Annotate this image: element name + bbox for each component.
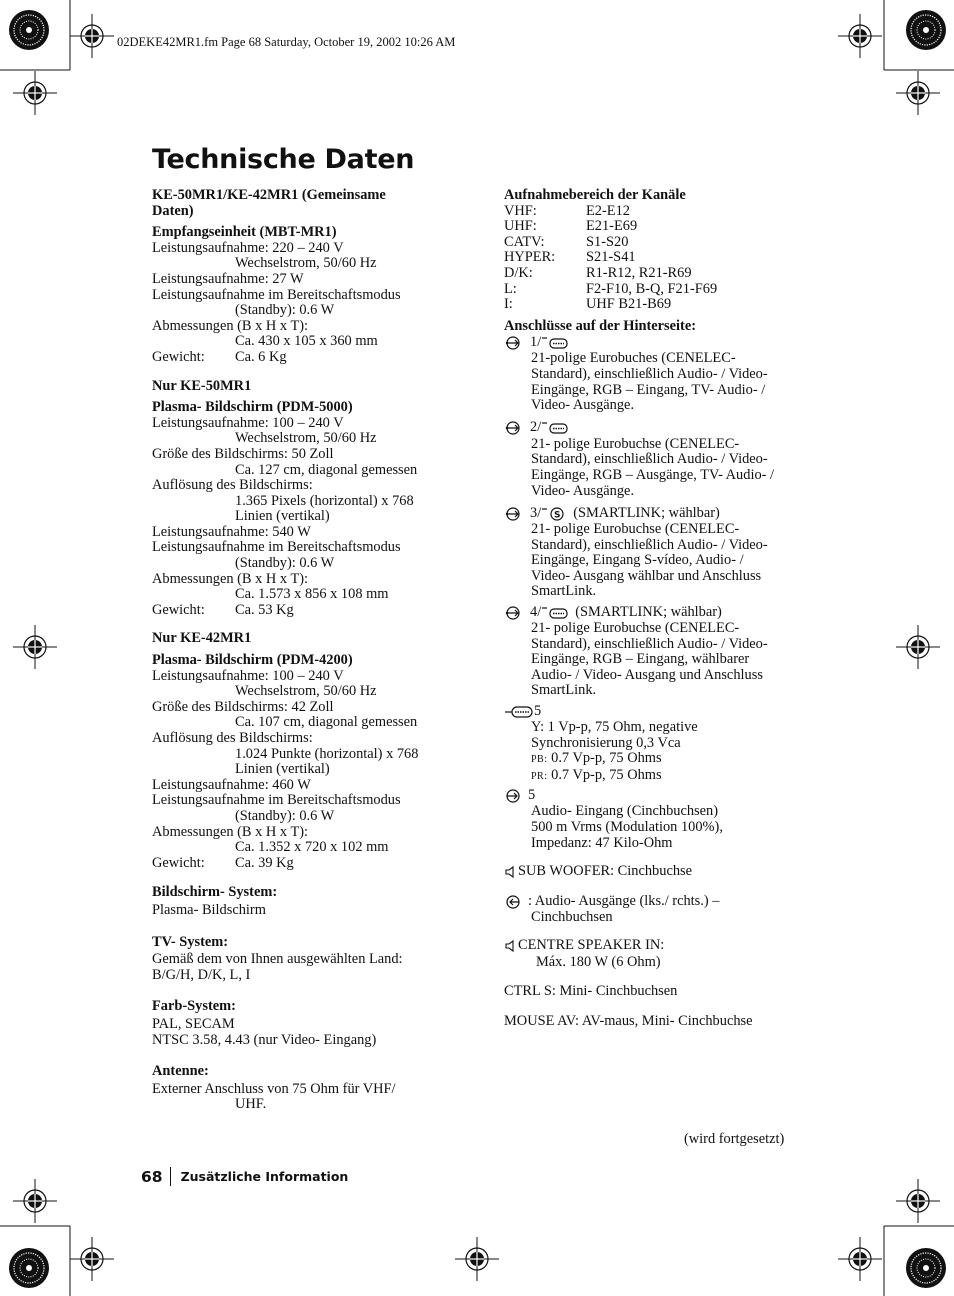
left-column — [152, 188, 452, 1113]
connector-1-label: 1/ — [504, 334, 814, 351]
footer-divider — [170, 1167, 171, 1186]
color-system-heading: Farb-System: — [152, 998, 236, 1015]
connector-5-label: 5 — [504, 703, 814, 720]
svg-text:S: S — [554, 510, 561, 521]
audio-input-icon — [504, 789, 528, 803]
rear-connectors-heading: Anschlüsse auf der Hinterseite: — [504, 317, 696, 334]
connector-2-desc: 21- polige Eurobuchse (CENELEC- Standard), einschließlich Audio- / Video- Eingänge, RGB – Ausgänge, TV- Audio- / Video- Ausgänge. — [531, 435, 775, 499]
ke50-specs: Leistungsaufnahme: 100 – 240 V Wechselstrom, 50/60 Hz Größe des Bildschirms: 50 Zoll Ca. 127 cm, diagonal gemessen Auflösung des Bildschirms: 1.365 Pixels (horizontal) x 768 Linien (vertikal) Leistungsaufnahme: 540 W Leistungsaufnahme im Bereitschaftsmodus (Standby): 0.6 W Abmessungen (B x H x T): Ca. 1.573 x 856 x 108 mm Gewicht: Ca. 53 Kg — [152, 416, 452, 619]
corner-target-bottom-left — [9, 1248, 49, 1288]
audio-out-cont: Cinchbuchsen — [531, 909, 613, 926]
speaker-icon — [504, 939, 518, 953]
tv-system-heading: TV- System: — [152, 933, 229, 950]
channel-row: UHF: E21-E69 — [504, 218, 638, 235]
antenna-value: Externer Anschluss von 75 Ohm für VHF/ UHF. — [152, 1080, 396, 1113]
connector-3-desc: 21- polige Eurobuchse (CENELEC- Standard), einschließlich Audio- / Video- Eingänge, Eingang S-vídeo, Audio- / Video- Ausgang wählbar und Anschluss SmartLink. — [531, 521, 768, 600]
centre-speaker-value: Máx. 180 W (6 Ohm) — [536, 953, 661, 970]
file-header-line: 02DEKE42MR1.fm Page 68 Saturday, October 19, 2002 10:26 AM — [117, 35, 456, 49]
page-title: Technische Daten — [152, 144, 415, 175]
channels-heading: Aufnahmebereich der Kanäle — [504, 187, 686, 203]
connector-4-desc: 21- polige Eurobuchse (CENELEC- Standard), einschließlich Audio- / Video- Eingänge, RGB – Eingang, wählbarer Audio- / Video- Ausgang und Anschluss SmartLink. — [531, 620, 768, 699]
channel-row: HYPER: S21-S41 — [504, 249, 636, 266]
speaker-icon — [504, 865, 518, 879]
screen-system-value: Plasma- Bildschirm — [152, 901, 266, 918]
audio-in-5-label: 5 — [504, 787, 814, 804]
scart-icon — [541, 606, 569, 620]
scart-icon — [541, 421, 569, 435]
component-input-icon — [504, 705, 534, 719]
receiver-specs: Leistungsaufnahme: 220 – 240 V Wechselstrom, 50/60 Hz Leistungsaufnahme: 27 W Leistungsaufnahme im Bereitschaftsmodus (Standby): 0.6 W Abmessungen (B x H x T): Ca. 430 x 105 x 360 mm Gewicht: Ca. 6 Kg — [152, 241, 452, 366]
ke42-specs: Leistungsaufnahme: 100 – 240 V Wechselstrom, 50/60 Hz Größe des Bildschirms: 42 Zoll Ca. 107 cm, diagonal gemessen Auflösung des Bildschirms: 1.024 Punkte (horizontal) x 768 Linien (vertikal) Leistungsaufnahme: 460 W Leistungsaufnahme im Bereitschaftsmodus (Standby): 0.6 W Abmessungen (B x H x T): Ca. 1.352 x 720 x 102 mm Gewicht: Ca. 39 Kg — [152, 669, 452, 872]
connector-2-label: 2/ — [504, 420, 814, 437]
ke50-weight: Gewicht: Ca. 53 Kg — [152, 601, 294, 618]
ke42-weight: Gewicht: Ca. 39 Kg — [152, 854, 294, 871]
input-output-icon — [504, 606, 530, 620]
color-system-value: PAL, SECAM NTSC 3.58, 4.43 (nur Video- Eingang) — [152, 1015, 377, 1048]
corner-target-top-right — [906, 10, 946, 50]
tv-system-value: Gemäß dem von Ihnen ausgewählten Land: B/G/H, D/K, L, I — [152, 951, 403, 983]
input-output-icon — [504, 507, 530, 521]
input-output-icon — [504, 421, 530, 435]
section-name: Zusätzliche Information — [180, 1169, 349, 1184]
continued-note: (wird fortgesetzt) — [684, 1131, 785, 1147]
centre-speaker-line: CENTRE SPEAKER IN: — [504, 938, 814, 955]
receiver-heading: Empfangseinheit (MBT-MR1) — [152, 224, 337, 241]
ctrl-s-line: CTRL S: Mini- Cinchbuchsen — [504, 983, 678, 1000]
receiver-weight: Gewicht: Ca. 6 Kg — [152, 348, 287, 365]
page-footer — [141, 1167, 348, 1186]
connector-3-label: 3/ S (SMARTLINK; wählbar) — [504, 505, 814, 522]
common-heading: KE-50MR1/KE-42MR1 (Gemeinsame Daten) — [152, 187, 386, 219]
page-number: 68 — [141, 1167, 163, 1186]
connector-4-label: 4/ (SMARTLINK; wählbar) — [504, 604, 814, 621]
antenna-heading: Antenne: — [152, 1063, 209, 1080]
ke50-subheading: Plasma- Bildschirm (PDM-5000) — [152, 399, 353, 416]
connector-5-desc: Y: 1 Vp-p, 75 Ohm, negative Synchronisierung 0,3 Vca PB: 0.7 Vp-p, 75 Ohms PR: 0.7 Vp-p, 75 Ohms — [531, 719, 698, 783]
audio-output-icon — [504, 895, 528, 909]
screen-system-heading: Bildschirm- System: — [152, 884, 278, 901]
channel-row: I: UHF B21-B69 — [504, 296, 672, 313]
channel-row: CATV: S1-S20 — [504, 233, 629, 250]
channels-table — [504, 204, 814, 313]
channel-row: L: F2-F10, B-Q, F21-F69 — [504, 280, 718, 297]
right-column — [504, 188, 814, 1030]
s-video-icon — [541, 507, 567, 521]
audio-out-line: : Audio- Ausgänge (lks./ rchts.) – — [504, 893, 814, 910]
corner-target-top-left — [9, 10, 49, 50]
connector-1-desc: 21-polige Eurobuches (CENELEC- Standard), einschließlich Audio- / Video- Eingänge, RGB – Eingang, TV- Audio- / Video- Ausgänge. — [531, 350, 768, 414]
channel-row: VHF: E2-E12 — [504, 202, 630, 219]
sub-woofer-line: SUB WOOFER: Cinchbuchse — [504, 863, 814, 880]
audio-in-5-desc: Audio- Eingang (Cinchbuchsen) 500 m Vrms (Modulation 100%), Impedanz: 47 Kilo-Ohm — [531, 803, 723, 851]
input-arrow-icon — [504, 336, 530, 350]
corner-target-bottom-right — [906, 1248, 946, 1288]
ke42-heading: Nur KE-42MR1 — [152, 630, 252, 647]
mouse-av-line: MOUSE AV: AV-maus, Mini- Cinchbuchse — [504, 1012, 753, 1029]
ke42-subheading: Plasma- Bildschirm (PDM-4200) — [152, 652, 353, 669]
channel-row: D/K: R1-R12, R21-R69 — [504, 264, 692, 281]
scart-icon — [541, 336, 569, 350]
ke50-heading: Nur KE-50MR1 — [152, 377, 252, 394]
